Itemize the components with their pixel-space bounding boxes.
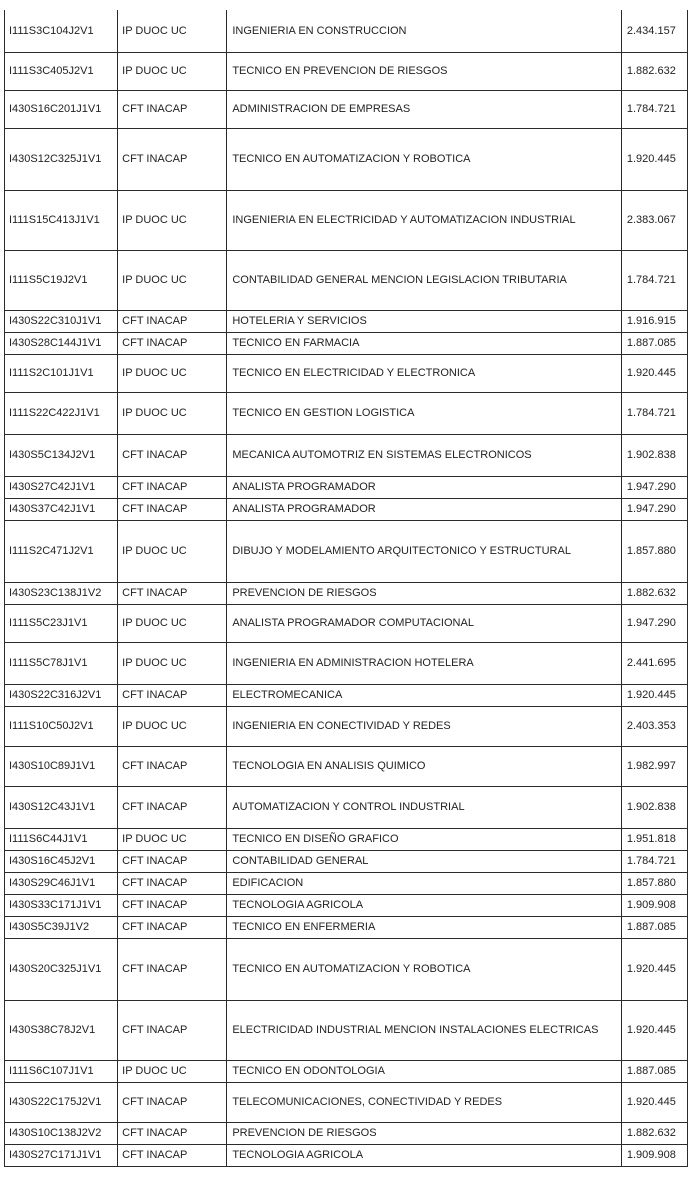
cell-institution: CFT INACAP <box>118 1122 227 1144</box>
cell-institution: CFT INACAP <box>118 894 227 916</box>
table-row <box>5 786 688 828</box>
table-row <box>5 392 688 434</box>
cell-code: I430S20C325J1V1 <box>5 938 118 1000</box>
table-row <box>5 828 688 850</box>
cell-institution: IP DUOC UC <box>118 520 227 582</box>
cell-value: 1.982.997 <box>621 746 687 786</box>
cell-program: TECNICO EN ODONTOLOGIA <box>227 1060 622 1082</box>
table-row <box>5 476 688 498</box>
table-row <box>5 10 688 52</box>
table-row <box>5 52 688 90</box>
table-row <box>5 604 688 642</box>
cell-value: 1.920.445 <box>621 354 687 392</box>
cell-value: 1.887.085 <box>621 1060 687 1082</box>
table-row <box>5 894 688 916</box>
cell-value: 2.403.353 <box>621 706 687 746</box>
cell-code: I430S16C201J1V1 <box>5 90 118 128</box>
cell-value: 1.784.721 <box>621 850 687 872</box>
cell-value: 1.784.721 <box>621 90 687 128</box>
document-page <box>4 10 688 1167</box>
cell-code: I111S5C23J1V1 <box>5 604 118 642</box>
cell-value: 1.857.880 <box>621 872 687 894</box>
cell-value: 1.882.632 <box>621 1122 687 1144</box>
cell-value: 1.882.632 <box>621 582 687 604</box>
cell-institution: CFT INACAP <box>118 916 227 938</box>
cell-program: TELECOMUNICACIONES, CONECTIVIDAD Y REDES <box>227 1082 622 1122</box>
cell-program: TECNOLOGIA AGRICOLA <box>227 894 622 916</box>
table-row <box>5 642 688 684</box>
cell-program: INGENIERIA EN CONECTIVIDAD Y REDES <box>227 706 622 746</box>
cell-program: TECNICO EN ELECTRICIDAD Y ELECTRONICA <box>227 354 622 392</box>
cell-code: I430S22C316J2V1 <box>5 684 118 706</box>
cell-code: I430S10C138J2V2 <box>5 1122 118 1144</box>
cell-institution: IP DUOC UC <box>118 828 227 850</box>
cell-institution: CFT INACAP <box>118 1082 227 1122</box>
cell-program: ANALISTA PROGRAMADOR <box>227 498 622 520</box>
cell-code: I111S6C44J1V1 <box>5 828 118 850</box>
cell-value: 1.887.085 <box>621 916 687 938</box>
cell-program: INGENIERIA EN ELECTRICIDAD Y AUTOMATIZACION INDUSTRIAL <box>227 190 622 250</box>
cell-institution: CFT INACAP <box>118 746 227 786</box>
cell-program: PREVENCION DE RIESGOS <box>227 1122 622 1144</box>
cell-institution: CFT INACAP <box>118 1000 227 1060</box>
table-row <box>5 872 688 894</box>
cell-value: 1.947.290 <box>621 498 687 520</box>
cell-value: 1.887.085 <box>621 332 687 354</box>
cell-value: 1.902.838 <box>621 786 687 828</box>
cell-program: INGENIERIA EN CONSTRUCCION <box>227 10 622 52</box>
cell-institution: IP DUOC UC <box>118 10 227 52</box>
cell-code: I111S3C405J2V1 <box>5 52 118 90</box>
table-row <box>5 706 688 746</box>
cell-program: TECNICO EN FARMACIA <box>227 332 622 354</box>
cell-value: 2.441.695 <box>621 642 687 684</box>
cell-program: ADMINISTRACION DE EMPRESAS <box>227 90 622 128</box>
table-row <box>5 190 688 250</box>
cell-value: 1.784.721 <box>621 250 687 310</box>
cell-program: DIBUJO Y MODELAMIENTO ARQUITECTONICO Y ESTRUCTURAL <box>227 520 622 582</box>
cell-value: 1.947.290 <box>621 604 687 642</box>
cell-program: TECNICO EN GESTION LOGISTICA <box>227 392 622 434</box>
cell-program: CONTABILIDAD GENERAL <box>227 850 622 872</box>
cell-program: AUTOMATIZACION Y CONTROL INDUSTRIAL <box>227 786 622 828</box>
cell-code: I111S10C50J2V1 <box>5 706 118 746</box>
cell-program: ANALISTA PROGRAMADOR COMPUTACIONAL <box>227 604 622 642</box>
cell-code: I430S12C325J1V1 <box>5 128 118 190</box>
cell-program: MECANICA AUTOMOTRIZ EN SISTEMAS ELECTRONICOS <box>227 434 622 476</box>
table-row <box>5 684 688 706</box>
cell-code: I430S10C89J1V1 <box>5 746 118 786</box>
cell-institution: IP DUOC UC <box>118 1060 227 1082</box>
cell-code: I111S5C78J1V1 <box>5 642 118 684</box>
table-row <box>5 1060 688 1082</box>
cell-code: I111S2C471J2V1 <box>5 520 118 582</box>
table-row <box>5 916 688 938</box>
table-row <box>5 1122 688 1144</box>
cell-code: I430S27C42J1V1 <box>5 476 118 498</box>
cell-program: TECNOLOGIA AGRICOLA <box>227 1144 622 1166</box>
cell-value: 1.784.721 <box>621 392 687 434</box>
cell-code: I430S5C134J2V1 <box>5 434 118 476</box>
table-row <box>5 520 688 582</box>
cell-program: PREVENCION DE RIESGOS <box>227 582 622 604</box>
cell-institution: CFT INACAP <box>118 434 227 476</box>
table-row <box>5 582 688 604</box>
cell-institution: IP DUOC UC <box>118 52 227 90</box>
cell-program: TECNICO EN AUTOMATIZACION Y ROBOTICA <box>227 938 622 1000</box>
cell-value: 1.909.908 <box>621 894 687 916</box>
cell-institution: IP DUOC UC <box>118 354 227 392</box>
table-row <box>5 434 688 476</box>
cell-value: 1.857.880 <box>621 520 687 582</box>
cell-code: I430S5C39J1V2 <box>5 916 118 938</box>
cell-program: TECNICO EN AUTOMATIZACION Y ROBOTICA <box>227 128 622 190</box>
cell-program: ELECTROMECANICA <box>227 684 622 706</box>
table-row <box>5 850 688 872</box>
table-row <box>5 1144 688 1166</box>
cell-value: 1.920.445 <box>621 1082 687 1122</box>
cell-institution: CFT INACAP <box>118 850 227 872</box>
cell-code: I430S23C138J1V2 <box>5 582 118 604</box>
cell-program: HOTELERIA Y SERVICIOS <box>227 310 622 332</box>
cell-code: I111S3C104J2V1 <box>5 10 118 52</box>
cell-program: TECNICO EN PREVENCION DE RIESGOS <box>227 52 622 90</box>
cell-code: I430S22C175J2V1 <box>5 1082 118 1122</box>
cell-value: 1.909.908 <box>621 1144 687 1166</box>
cell-value: 1.951.818 <box>621 828 687 850</box>
table-row <box>5 128 688 190</box>
cell-institution: CFT INACAP <box>118 582 227 604</box>
cell-program: TECNICO EN DISEÑO GRAFICO <box>227 828 622 850</box>
cell-code: I430S22C310J1V1 <box>5 310 118 332</box>
cell-institution: CFT INACAP <box>118 90 227 128</box>
table-row <box>5 250 688 310</box>
cell-institution: CFT INACAP <box>118 1144 227 1166</box>
cell-code: I430S12C43J1V1 <box>5 786 118 828</box>
cell-code: I430S28C144J1V1 <box>5 332 118 354</box>
cell-value: 1.920.445 <box>621 128 687 190</box>
cell-program: INGENIERIA EN ADMINISTRACION HOTELERA <box>227 642 622 684</box>
cell-code: I430S29C46J1V1 <box>5 872 118 894</box>
cell-value: 1.882.632 <box>621 52 687 90</box>
cell-institution: CFT INACAP <box>118 498 227 520</box>
cell-code: I430S16C45J2V1 <box>5 850 118 872</box>
table-row <box>5 310 688 332</box>
cell-value: 1.902.838 <box>621 434 687 476</box>
cell-institution: IP DUOC UC <box>118 604 227 642</box>
cell-institution: CFT INACAP <box>118 786 227 828</box>
cell-value: 1.920.445 <box>621 938 687 1000</box>
cell-code: I111S22C422J1V1 <box>5 392 118 434</box>
table-row <box>5 746 688 786</box>
table-row <box>5 1082 688 1122</box>
cell-code: I430S38C78J2V1 <box>5 1000 118 1060</box>
cell-institution: IP DUOC UC <box>118 392 227 434</box>
cell-program: ELECTRICIDAD INDUSTRIAL MENCION INSTALACIONES ELECTRICAS <box>227 1000 622 1060</box>
cell-institution: IP DUOC UC <box>118 706 227 746</box>
cell-code: I111S15C413J1V1 <box>5 190 118 250</box>
table-body <box>5 10 688 1166</box>
cell-value: 2.383.067 <box>621 190 687 250</box>
cell-institution: CFT INACAP <box>118 128 227 190</box>
cell-institution: CFT INACAP <box>118 332 227 354</box>
table-row <box>5 354 688 392</box>
cell-institution: CFT INACAP <box>118 476 227 498</box>
cell-value: 2.434.157 <box>621 10 687 52</box>
cell-code: I430S27C171J1V1 <box>5 1144 118 1166</box>
cell-code: I111S5C19J2V1 <box>5 250 118 310</box>
cell-program: TECNOLOGIA EN ANALISIS QUIMICO <box>227 746 622 786</box>
cell-program: TECNICO EN ENFERMERIA <box>227 916 622 938</box>
cell-code: I430S37C42J1V1 <box>5 498 118 520</box>
cell-institution: CFT INACAP <box>118 872 227 894</box>
cell-institution: CFT INACAP <box>118 310 227 332</box>
cell-value: 1.920.445 <box>621 684 687 706</box>
cell-institution: IP DUOC UC <box>118 642 227 684</box>
cell-program: CONTABILIDAD GENERAL MENCION LEGISLACION TRIBUTARIA <box>227 250 622 310</box>
cell-institution: CFT INACAP <box>118 938 227 1000</box>
cell-code: I111S2C101J1V1 <box>5 354 118 392</box>
cell-institution: CFT INACAP <box>118 684 227 706</box>
cell-program: EDIFICACION <box>227 872 622 894</box>
table-row <box>5 938 688 1000</box>
table-row <box>5 1000 688 1060</box>
program-table <box>4 10 688 1167</box>
cell-code: I430S33C171J1V1 <box>5 894 118 916</box>
cell-value: 1.947.290 <box>621 476 687 498</box>
table-row <box>5 498 688 520</box>
cell-program: ANALISTA PROGRAMADOR <box>227 476 622 498</box>
cell-code: I111S6C107J1V1 <box>5 1060 118 1082</box>
table-row <box>5 332 688 354</box>
table-row <box>5 90 688 128</box>
cell-institution: IP DUOC UC <box>118 250 227 310</box>
cell-value: 1.916.915 <box>621 310 687 332</box>
cell-value: 1.920.445 <box>621 1000 687 1060</box>
cell-institution: IP DUOC UC <box>118 190 227 250</box>
